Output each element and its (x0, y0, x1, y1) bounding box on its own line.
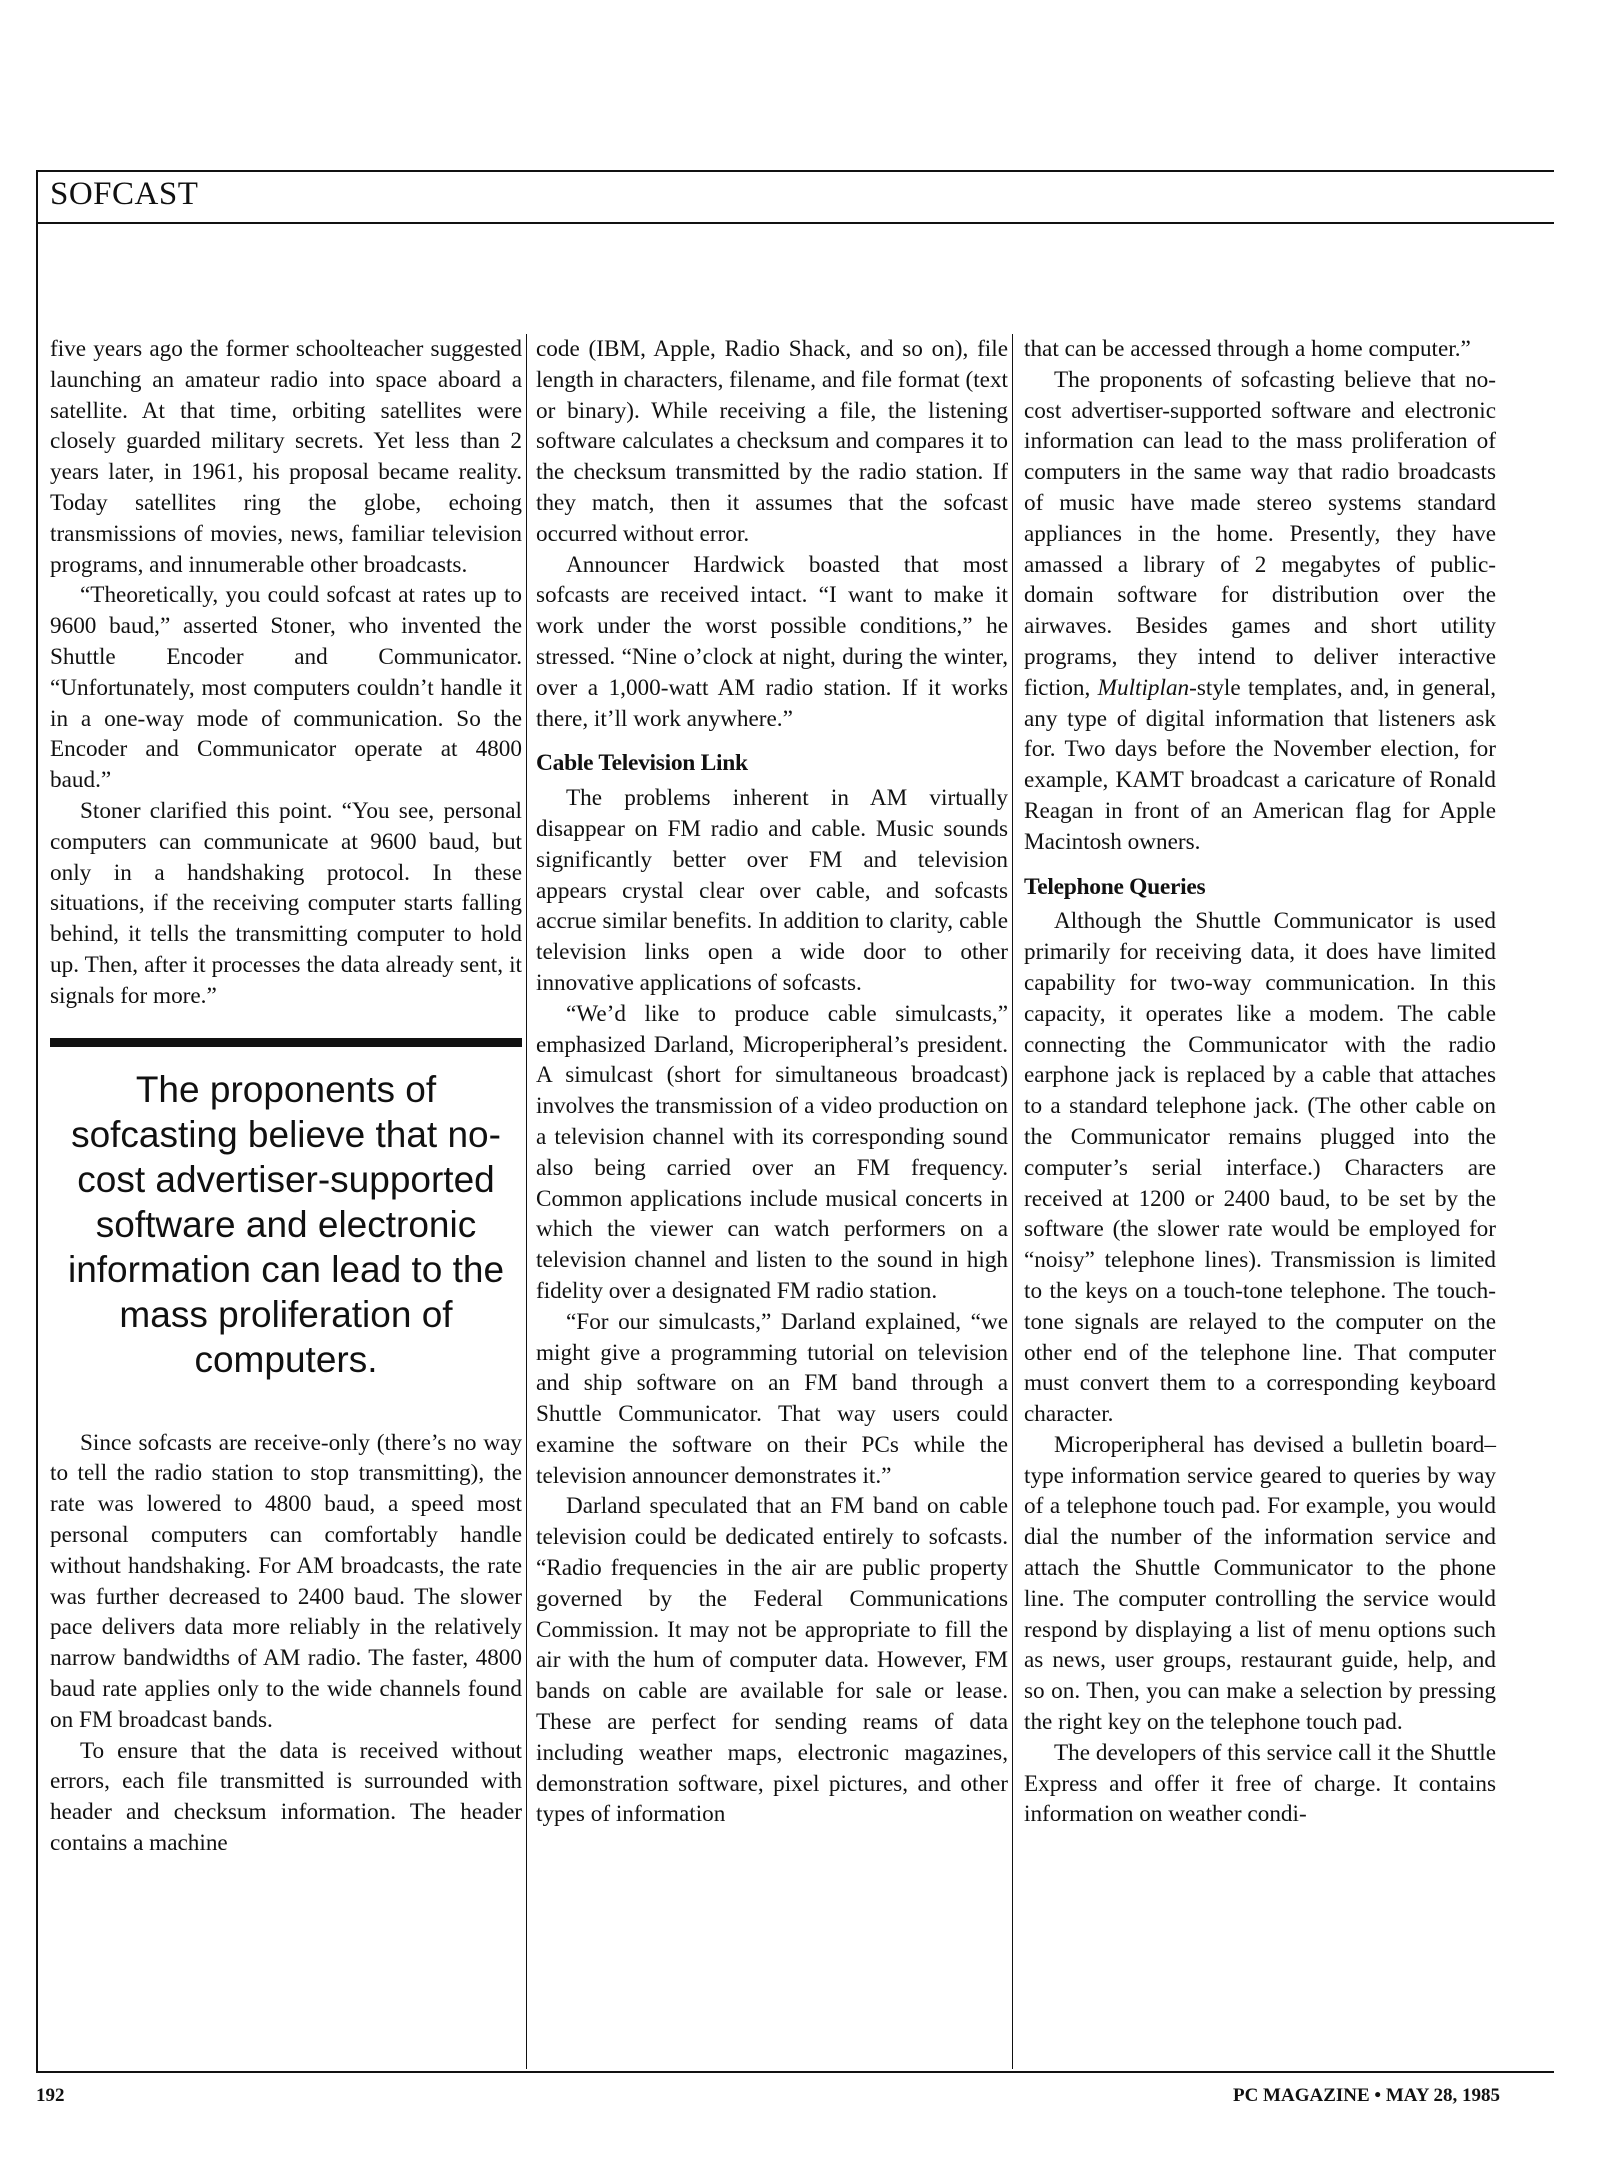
top-rule (36, 170, 1554, 172)
product-name-italic: Multiplan (1097, 674, 1190, 701)
article-column-1 (50, 334, 522, 1859)
body-paragraph: Darland speculated that an FM band on cable television could be dedicated entirely to sofcasts. “Radio frequencies in the air are public property governed by the Federal Communications Commission. It may not be appropriate to fill the air with the hum of computer data. However, FM bands on cable are available for sale or lease. These are perfect for sending reams of data including weather maps, electronic magazines, demonstration software, pixel pictures, and other types of information (536, 1493, 1008, 1828)
body-paragraph: “Theoretically, you could sofcast at rates up to 9600 baud,” asserted Stoner, who invented the Shuttle Encoder and Communicator. “Unfortunately, most computers couldn’t handle it in a one-way mode of communication. So the Encoder and Communicator operate at 4800 baud.” (50, 582, 522, 794)
body-paragraph: Stoner clarified this point. “You see, personal computers can communicate at 9600 baud, but only in a handshaking protocol. In these situations, if the receiving computer starts falling behind, it tells the transmitting computer to hold up. Then, after it processes the data already sent, it signals for more.” (50, 797, 522, 1009)
body-paragraph: Since sofcasts are receive-only (there’s no way to tell the radio station to stop transmitting), the rate was lowered to 4800 baud, a speed most personal computers can comfortably handle without handshaking. For AM broadcasts, the rate was further decreased to 2400 baud. The slower pace delivers data more reliably in the relatively narrow bandwidths of AM radio. The faster, 4800 baud rate applies only to the wide channels found on FM broadcast bands. (50, 1429, 522, 1733)
section-heading: Telephone Queries (1024, 873, 1206, 900)
body-paragraph: code (IBM, Apple, Radio Shack, and so on), file length in characters, filename, and file format (text or binary). While receiving a file, the listening software calculates a checksum and compares it to the checksum transmitted by the radio station. If they match, then it assumes that the sofcast occurred without error. (536, 336, 1008, 547)
section-heading: Cable Television Link (536, 750, 748, 777)
body-paragraph: The developers of this service call it the Shuttle Express and offer it free of charge. It contains information on weather condi- (1024, 1739, 1496, 1828)
body-paragraph: Although the Shuttle Communicator is used primarily for receiving data, it does have limited capability for two-way communication. In this capacity, it operates like a modem. The cable connecting the Communicator with the radio earphone jack is replaced by a cable that attaches to a standard telephone jack. (The other cable on the Communicator remains plugged into the computer’s serial interface.) Characters are received at 1200 or 2400 baud, to be set by the software (the slower rate would be employed for “noisy” telephone lines). Transmission is limited to the keys on a touch-tone telephone. The touch-tone signals are relayed to the computer on the other end of the telephone line. That computer must convert them to a corresponding keyboard character. (1024, 908, 1496, 1428)
body-paragraph: The problems inherent in AM virtually disappear on FM radio and cable. Music sounds significantly better over FM and television appears crystal clear over cable, and sofcasts accrue similar benefits. In addition to clarity, cable television links open a wide door to other innovative applications of sofcasts. (536, 785, 1008, 996)
body-paragraph: five years ago the former schoolteacher suggested launching an amateur radio into space aboard a satellite. At that time, orbiting satellites were closely guarded military secrets. Yet less than 2 years later, in 1961, his proposal became reality. Today satellites ring the globe, echoing transmissions of movies, news, familiar television programs, and innumerable other broadcasts. (50, 336, 522, 578)
pull-quote: The proponents of sofcasting believe that no-cost advertiser-supported software and electronic information can lead to the mass proliferation of computers. (50, 1038, 522, 1382)
column-divider-1 (526, 334, 527, 2069)
header-bottom-rule (36, 222, 1554, 224)
issue-line: PC MAGAZINE • MAY 28, 1985 (1232, 2085, 1500, 2106)
page-number: 192 (36, 2085, 65, 2106)
body-text-segment: -style templates, and, in general, any type of digital information that listeners ask for. Two days before the November election, for example, KAMT broadcast a caricature of Ronald Reagan in front of an American flag for Apple Macintosh owners. (1024, 674, 1496, 855)
body-text-segment: The proponents of sofcasting believe that no-cost advertiser-supported software and electronic information can lead to the mass proliferation of computers in the same way that radio broadcasts of music have made stereo systems standard appliances in the home. Presently, they have amassed a library of 2 megabytes of public-domain software for distribution over the airwaves. Besides games and short utility programs, they intend to deliver interactive fiction, (1024, 366, 1496, 701)
left-border-rule (36, 170, 38, 2073)
body-paragraph: that can be accessed through a home computer.” (1024, 336, 1471, 362)
section-title: SOFCAST (50, 176, 199, 212)
body-paragraph: “For our simulcasts,” Darland explained, “we might give a programming tutorial on television and ship software on an FM band through a Shuttle Communicator. That way users could examine the software on their PCs while the television announcer demonstrates it.” (536, 1308, 1008, 1489)
column-divider-2 (1012, 334, 1013, 2069)
body-paragraph: Announcer Hardwick boasted that most sofcasts are received intact. “I want to make it work under the worst possible conditions,” he stressed. “Nine o’clock at night, during the winter, over a 1,000-watt AM radio station. If it works there, it’ll work anywhere.” (536, 551, 1008, 732)
footer-rule (36, 2071, 1554, 2073)
article-column-3 (1024, 334, 1496, 1830)
body-paragraph: Microperipheral has devised a bulletin board–type information service geared to queries by way of a telephone touch pad. For example, you would dial the number of the information service and attach the Shuttle Communicator to the phone line. The computer controlling the service would respond by displaying a list of menu options such as news, user groups, restaurant guide, help, and so on. Then, you can make a selection by pressing the right key on the telephone touch pad. (1024, 1431, 1496, 1736)
article-column-2 (536, 334, 1008, 1830)
body-paragraph: To ensure that the data is received without errors, each file transmitted is surrounded with header and checksum information. The header contains a machine (50, 1737, 522, 1856)
body-paragraph (1024, 365, 1496, 858)
body-paragraph: “We’d like to produce cable simulcasts,” emphasized Darland, Microperipheral’s president. A simulcast (short for simultaneous broadcast) involves the transmission of a video production on a television channel with its corresponding sound also being carried over an FM frequency. Common applications include musical concerts in which the viewer can watch performers on a television channel and listen to the sound in high fidelity over a designated FM radio station. (536, 1000, 1008, 1304)
